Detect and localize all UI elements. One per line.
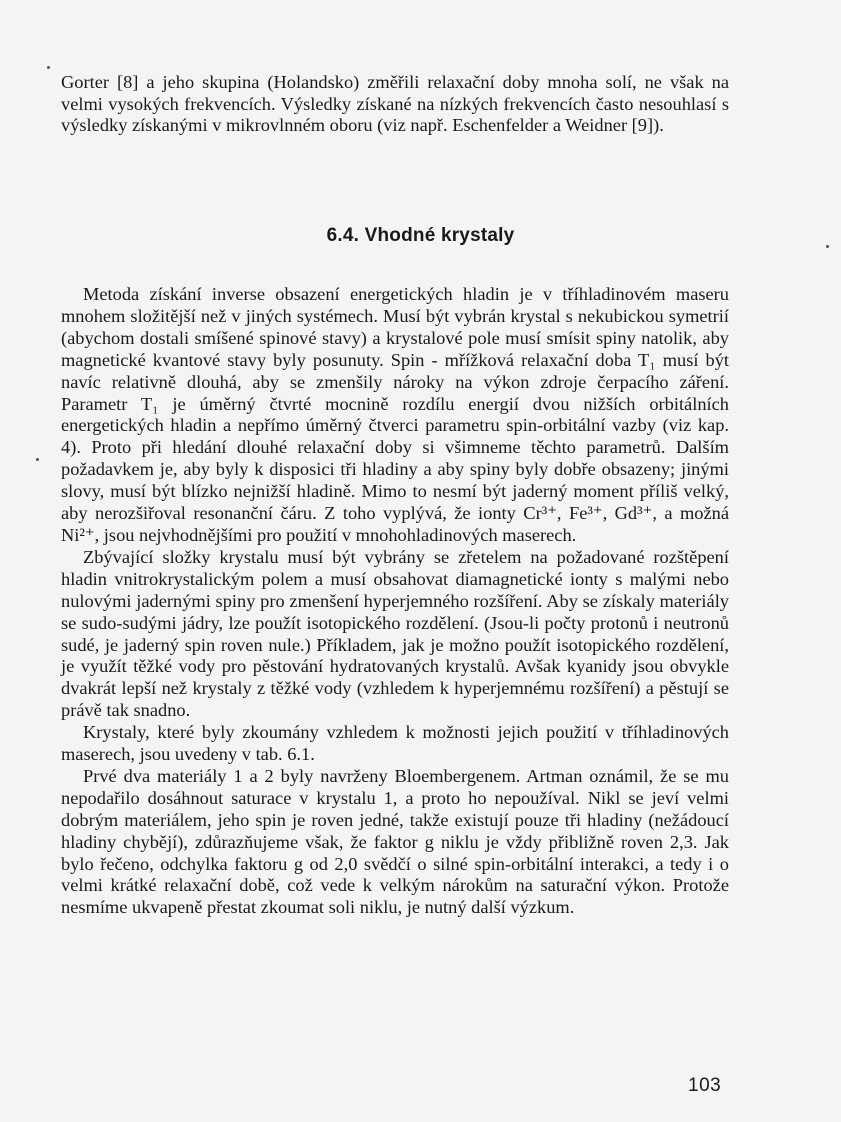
section-heading: 6.4. Vhodné krystaly (326, 225, 515, 246)
body-paragraph: Prvé dva materiály 1 a 2 byly navrženy Bloembergenem. Artman oznámil, že se mu nepodařilo dosáhnout saturace v krystalu 1, a proto ho nepoužíval. Nikl se jeví velmi dobrým materiálem, jeho spin je roven jedné, takže existují pouze tři hladiny (nežádoucí hladiny chybějí), zdůrazňujeme však, že faktor g niklu je vždy přibližně roven 2,3. Jak bylo řečeno, odchylka faktoru g od 2,0 svědčí o silné spin-orbitální interakci, a tedy i o velmi krátké relaxační době, což vede k velkým nárokům na saturační výkon. Protože nesmíme ukvapeně přestat zkoumat soli niklu, je nutný další výzkum. (61, 765, 729, 918)
body-paragraph: Zbývající složky krystalu musí být vybrány se zřetelem na požadované rozštěpení hladin vnitrokrystalickým polem a musí obsahovat diamagnetické ionty s malými nebo nulovými jadernými spiny pro zmenšení hyperjemného rozšíření. Aby se získaly materiály se sudo-sudými jádry, lze použít isotopického rozdělení. (Jsou-li počty protonů i neutronů sudé, je jaderný spin roven nule.) Příkladem, jak je možno použít isotopického rozdělení, je využít těžké vody pro pěstování hydratovaných krystalů. Avšak kyanidy jsou obvykle dvakrát lepší než krystaly z těžké vody (vzhledem k hyperjemnému rozšíření) a pěstují se právě tak snadno. (61, 546, 729, 721)
scan-speck (36, 458, 39, 461)
body-paragraph: Krystaly, které byly zkoumány vzhledem k možnosti jejich použití v tříhladinových maserech, jsou uvedeny v tab. 6.1. (61, 722, 729, 765)
page-number: 103 (688, 1075, 722, 1096)
body-paragraph: Metoda získání inverse obsazení energetických hladin je v tříhladinovém maseru mnohem složitější než v jiných systémech. Musí být vybrán krystal s nekubickou symetrií (abychom dostali smíšené spinové stavy) a krystalové pole musí smísit spiny natolik, aby magnetické kvantové stavy byly posunuty. Spin - mřížková relaxační doba T₁ musí být navíc relativně dlouhá, aby se zmenšily nároky na výkon zdroje čerpacího záření. Parametr T₁ je úměrný čtvrté mocnině rozdílu energií dvou nižších orbitálních energetických hladin a nepřímo úměrný čtverci parametru spin-orbitální vazby (viz kap. 4). Proto při hledání dlouhé relaxační doby si všimneme těchto parametrů. Dalším požadavkem je, aby byly k disposici tři hladiny a aby spiny byly dobře obsazeny; jinými slovy, musí být blízko nejnižší hladině. Mimo to nesmí být jaderný moment příliš velký, aby nerozšiřoval resonanční čáru. Z toho vyplývá, že ionty Cr³⁺, Fe³⁺, Gd³⁺, a možná Ni²⁺, jsou nejvhodnějšími pro použití v mnohohladinových maserech. (61, 284, 729, 545)
section-body (61, 284, 729, 919)
intro-paragraph: Gorter [8] a jeho skupina (Holandsko) změřili relaxační doby mnoha solí, ne však na velmi vysokých frekvencích. Výsledky získané na nízkých frekvencích často nesouhlasí s výsledky získanými v mikrovlnném oboru (viz např. Eschenfelder a Weidner [9]). (61, 72, 729, 136)
scan-speck (47, 66, 50, 69)
